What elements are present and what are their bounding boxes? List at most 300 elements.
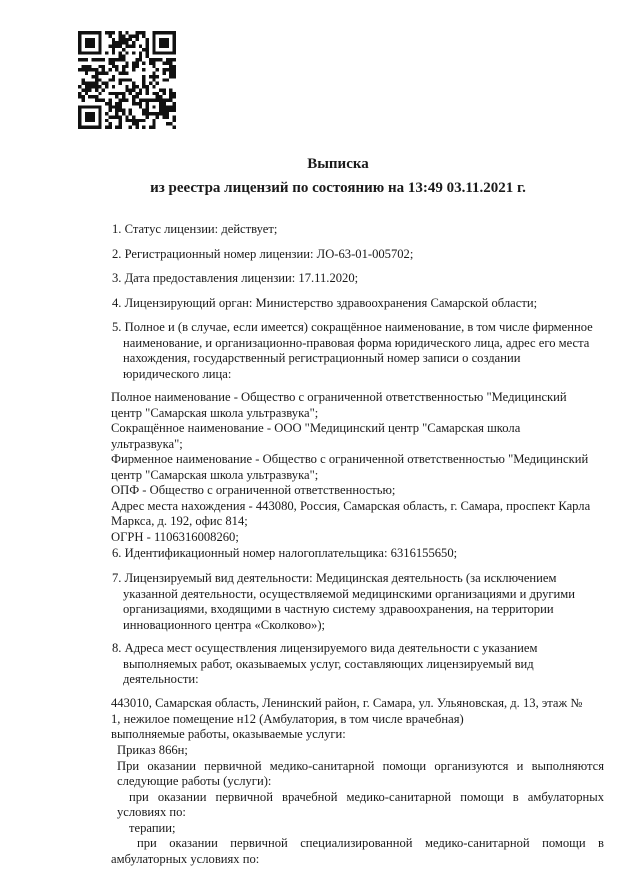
qr-module xyxy=(122,92,125,95)
qr-module xyxy=(98,65,101,68)
qr-module xyxy=(105,72,108,75)
qr-module xyxy=(108,122,111,125)
address-line: 1, нежилое помещение н12 (Амбулатория, в том числе врачебная) xyxy=(111,711,464,726)
qr-module xyxy=(142,109,145,112)
qr-module xyxy=(105,119,108,122)
qr-module xyxy=(135,119,138,122)
qr-module xyxy=(159,95,162,98)
qr-module xyxy=(98,105,101,108)
qr-module xyxy=(146,105,149,108)
qr-module xyxy=(119,92,122,95)
qr-module xyxy=(78,58,81,61)
qr-module xyxy=(85,45,88,48)
qr-module xyxy=(122,34,125,37)
qr-module xyxy=(166,31,169,34)
qr-module xyxy=(119,105,122,108)
qr-module xyxy=(88,65,91,68)
qr-module xyxy=(88,126,91,129)
qr-module xyxy=(92,95,95,98)
qr-module xyxy=(112,75,115,78)
qr-module xyxy=(92,85,95,88)
text-line: 7. Лицензируемый вид деятельности: Медицинская деятельность (за исключением xyxy=(112,571,557,585)
qr-module xyxy=(102,88,105,91)
qr-module xyxy=(108,109,111,112)
address-line: Маркса, д. 192, офис 814; xyxy=(111,514,248,528)
qr-module xyxy=(149,61,152,64)
qr-module xyxy=(162,51,165,54)
qr-module xyxy=(112,61,115,64)
qr-module xyxy=(156,68,159,71)
qr-module xyxy=(78,112,81,115)
qr-module xyxy=(95,85,98,88)
phc-text: При оказании первичной медико-санитарной помощи организуются и выполняются xyxy=(117,758,604,773)
qr-module xyxy=(132,82,135,85)
qr-module xyxy=(156,115,159,118)
qr-module xyxy=(119,58,122,61)
qr-module xyxy=(146,109,149,112)
qr-module xyxy=(169,75,172,78)
qr-module xyxy=(156,99,159,102)
qr-module xyxy=(108,34,111,37)
qr-module xyxy=(142,78,145,81)
qr-module xyxy=(102,99,105,102)
qr-module xyxy=(173,58,176,61)
qr-module xyxy=(115,109,118,112)
qr-module xyxy=(119,45,122,48)
qr-module xyxy=(119,55,122,58)
qr-module xyxy=(119,99,122,102)
text-line: юридического лица: xyxy=(123,366,232,381)
qr-module xyxy=(159,45,162,48)
qr-module xyxy=(92,112,95,115)
item-inn: 6. Идентификационный номер налогоплательщика: 6316155650; xyxy=(112,546,458,560)
text-line: выполняемых работ, оказываемых услуг, составляющих лицензируемый вид xyxy=(123,656,534,671)
qr-module xyxy=(139,45,142,48)
qr-module xyxy=(112,58,115,61)
qr-module xyxy=(169,105,172,108)
qr-module xyxy=(108,58,111,61)
qr-module xyxy=(85,115,88,118)
qr-module xyxy=(152,99,155,102)
qr-module xyxy=(85,85,88,88)
qr-module xyxy=(81,88,84,91)
qr-module xyxy=(122,58,125,61)
text-line: указанной деятельности, осуществляемой медицинскими организациями и другими xyxy=(123,586,575,601)
qr-module xyxy=(173,65,176,68)
qr-module xyxy=(135,122,138,125)
qr-module xyxy=(173,38,176,41)
qr-module xyxy=(149,112,152,115)
qr-module xyxy=(169,61,172,64)
qr-module xyxy=(92,115,95,118)
qr-module xyxy=(98,34,101,37)
qr-module xyxy=(156,51,159,54)
qr-module xyxy=(85,82,88,85)
qr-module xyxy=(166,68,169,71)
qr-module xyxy=(95,78,98,81)
qr-module xyxy=(92,82,95,85)
qr-module xyxy=(105,31,108,34)
qr-module xyxy=(88,85,91,88)
brand-name-line: Фирменное наименование - Общество с ограниченной ответственностью "Медицинский xyxy=(111,452,589,466)
qr-module xyxy=(135,65,138,68)
qr-module xyxy=(85,51,88,54)
qr-module xyxy=(78,95,81,98)
qr-module xyxy=(132,61,135,64)
qr-module xyxy=(132,122,135,125)
qr-module xyxy=(88,38,91,41)
qr-module xyxy=(162,45,165,48)
qr-module xyxy=(108,31,111,34)
qr-module xyxy=(122,68,125,71)
qr-module xyxy=(159,102,162,105)
qr-module xyxy=(139,55,142,58)
qr-module xyxy=(125,65,128,68)
qr-module xyxy=(98,78,101,81)
qr-module xyxy=(95,88,98,91)
qr-module xyxy=(98,92,101,95)
qr-module xyxy=(166,115,169,118)
qr-module xyxy=(112,85,115,88)
qr-module xyxy=(95,72,98,75)
qr-module xyxy=(78,41,81,44)
qr-module xyxy=(132,45,135,48)
qr-module xyxy=(115,45,118,48)
qr-module xyxy=(102,72,105,75)
qr-module xyxy=(162,72,165,75)
qr-module xyxy=(162,38,165,41)
qr-module xyxy=(105,126,108,129)
qr-module xyxy=(169,51,172,54)
qr-module xyxy=(119,51,122,54)
qr-module xyxy=(142,75,145,78)
qr-module xyxy=(98,51,101,54)
qr-module xyxy=(146,115,149,118)
qr-module xyxy=(146,99,149,102)
qr-module xyxy=(122,72,125,75)
qr-module xyxy=(132,95,135,98)
qr-module xyxy=(152,78,155,81)
qr-module xyxy=(159,51,162,54)
qr-module xyxy=(139,58,142,61)
qr-module xyxy=(81,58,84,61)
qr-module xyxy=(119,126,122,129)
qr-module xyxy=(159,31,162,34)
qr-module xyxy=(135,126,138,129)
qr-module xyxy=(135,31,138,34)
item-license-status: 1. Статус лицензии: действует; xyxy=(112,222,278,236)
qr-module xyxy=(132,119,135,122)
qr-module xyxy=(129,112,132,115)
qr-module xyxy=(132,102,135,105)
qr-module xyxy=(162,68,165,71)
qr-module xyxy=(139,51,142,54)
qr-module xyxy=(98,122,101,125)
qr-module xyxy=(98,126,101,129)
qr-module xyxy=(115,65,118,68)
qr-module xyxy=(122,38,125,41)
qr-module xyxy=(162,88,165,91)
qr-module xyxy=(112,65,115,68)
qr-module xyxy=(85,105,88,108)
qr-module xyxy=(125,51,128,54)
qr-module xyxy=(78,92,81,95)
qr-module xyxy=(149,99,152,102)
qr-module xyxy=(78,34,81,37)
qr-module xyxy=(85,68,88,71)
qr-module xyxy=(108,102,111,105)
qr-module xyxy=(102,65,105,68)
qr-module xyxy=(122,112,125,115)
text-line: наименование, и организационно-правовая форма юридического лица, адрес его места xyxy=(123,335,590,350)
qr-module xyxy=(173,102,176,105)
short-name-line: Сокращённое наименование - ООО "Медицинский центр "Самарская школа xyxy=(111,421,521,435)
qr-module xyxy=(88,105,91,108)
qr-module xyxy=(78,105,81,108)
qr-module xyxy=(135,61,138,64)
qr-module xyxy=(115,68,118,71)
qr-module xyxy=(146,45,149,48)
qr-module xyxy=(112,31,115,34)
qr-module xyxy=(85,58,88,61)
qr-module xyxy=(149,82,152,85)
qr-module xyxy=(122,55,125,58)
qr-module xyxy=(88,68,91,71)
qr-module xyxy=(95,126,98,129)
qr-module xyxy=(78,109,81,112)
qr-module xyxy=(88,88,91,91)
qr-module xyxy=(173,109,176,112)
qr-module xyxy=(81,68,84,71)
qr-module xyxy=(95,99,98,102)
short-name-line: ультразвука"; xyxy=(111,436,183,451)
qr-module xyxy=(173,72,176,75)
qr-module xyxy=(98,109,101,112)
qr-module xyxy=(152,75,155,78)
qr-module xyxy=(115,58,118,61)
qr-module xyxy=(122,48,125,51)
qr-module xyxy=(135,85,138,88)
qr-module xyxy=(156,82,159,85)
text-line: 8. Адреса мест осуществления лицензируемого вида деятельности с указанием xyxy=(112,641,538,655)
qr-module xyxy=(142,82,145,85)
qr-module xyxy=(146,102,149,105)
text-line: деятельности: xyxy=(123,672,199,686)
qr-module xyxy=(166,61,169,64)
qr-module xyxy=(146,112,149,115)
qr-module xyxy=(132,99,135,102)
qr-module xyxy=(115,92,118,95)
qr-module xyxy=(162,78,165,81)
qr-module xyxy=(95,105,98,108)
qr-module xyxy=(139,102,142,105)
qr-module xyxy=(152,45,155,48)
qr-module xyxy=(152,65,155,68)
qr-module xyxy=(129,78,132,81)
qr-module xyxy=(139,105,142,108)
qr-module xyxy=(152,34,155,37)
qr-module xyxy=(156,112,159,115)
item-activity-type xyxy=(112,571,612,633)
qr-module xyxy=(105,82,108,85)
qr-module xyxy=(135,92,138,95)
qr-module xyxy=(146,88,149,91)
qr-module xyxy=(98,31,101,34)
qr-module xyxy=(173,92,176,95)
qr-module xyxy=(119,34,122,37)
qr-module xyxy=(152,126,155,129)
qr-module xyxy=(162,99,165,102)
qr-module xyxy=(98,41,101,44)
qr-module xyxy=(78,126,81,129)
qr-module xyxy=(169,88,172,91)
legal-form-line: ОПФ - Общество с ограниченной ответственностью; xyxy=(111,483,396,497)
qr-module xyxy=(173,31,176,34)
qr-module xyxy=(159,38,162,41)
qr-module xyxy=(169,68,172,71)
qr-module xyxy=(119,122,122,125)
qr-module xyxy=(173,126,176,129)
qr-module xyxy=(152,105,155,108)
qr-module xyxy=(149,75,152,78)
organization-details xyxy=(111,390,611,545)
qr-module xyxy=(139,99,142,102)
text-line: 5. Полное и (в случае, если имеется) сокращённое наименование, в том числе фирменное xyxy=(112,320,593,334)
full-name-line: центр "Самарская школа ультразвука"; xyxy=(111,405,319,420)
qr-module xyxy=(115,112,118,115)
address-line: 443010, Самарская область, Ленинский район, г. Самара, ул. Ульяновская, д. 13, этаж № xyxy=(111,696,583,710)
qr-module xyxy=(142,31,145,34)
specialized-care: при оказании первичной специализированной медико-санитарной помощи в xyxy=(137,836,604,850)
qr-module xyxy=(169,95,172,98)
qr-module xyxy=(173,115,176,118)
qr-module xyxy=(139,88,142,91)
qr-module xyxy=(129,126,132,129)
qr-module xyxy=(81,95,84,98)
phc-text: следующие работы (услуги): xyxy=(117,774,272,788)
qr-module xyxy=(119,41,122,44)
qr-module xyxy=(169,58,172,61)
item-activity-addresses xyxy=(112,641,612,688)
qr-module xyxy=(92,58,95,61)
qr-module xyxy=(152,48,155,51)
qr-module xyxy=(146,51,149,54)
qr-module xyxy=(152,119,155,122)
qr-module xyxy=(98,85,101,88)
qr-module xyxy=(166,78,169,81)
qr-module xyxy=(108,115,111,118)
qr-module xyxy=(85,126,88,129)
qr-module xyxy=(119,72,122,75)
qr-module xyxy=(152,122,155,125)
qr-module xyxy=(85,88,88,91)
brand-name-line: центр "Самарская школа ультразвука"; xyxy=(111,467,319,482)
qr-module xyxy=(98,48,101,51)
qr-module xyxy=(152,41,155,44)
specialized-care: амбулаторных условиях по: xyxy=(111,851,260,866)
qr-module xyxy=(146,38,149,41)
qr-module xyxy=(81,105,84,108)
qr-module xyxy=(173,51,176,54)
qr-module xyxy=(142,126,145,129)
qr-module xyxy=(92,68,95,71)
qr-module xyxy=(142,48,145,51)
qr-module xyxy=(142,61,145,64)
order-reference: Приказ 866н; xyxy=(117,743,188,757)
qr-module xyxy=(88,112,91,115)
qr-module xyxy=(173,75,176,78)
qr-module xyxy=(166,109,169,112)
qr-module xyxy=(125,78,128,81)
qr-module xyxy=(162,61,165,64)
qr-module xyxy=(95,58,98,61)
qr-module xyxy=(88,45,91,48)
qr-module xyxy=(108,99,111,102)
qr-module xyxy=(156,31,159,34)
item-license-date: 3. Дата предоставления лицензии: 17.11.2020; xyxy=(112,271,359,285)
qr-module xyxy=(122,95,125,98)
qr-code xyxy=(78,31,176,129)
qr-module xyxy=(112,105,115,108)
qr-module xyxy=(81,82,84,85)
qr-module xyxy=(98,112,101,115)
primary-doctor-care: условиях по: xyxy=(117,805,186,819)
qr-module xyxy=(166,41,169,44)
qr-module xyxy=(132,68,135,71)
qr-module xyxy=(135,102,138,105)
qr-module xyxy=(162,115,165,118)
qr-module xyxy=(88,115,91,118)
qr-module xyxy=(162,105,165,108)
qr-module xyxy=(112,45,115,48)
qr-module xyxy=(129,38,132,41)
qr-module xyxy=(85,65,88,68)
qr-module xyxy=(95,68,98,71)
qr-module xyxy=(166,122,169,125)
qr-module xyxy=(132,88,135,91)
qr-module xyxy=(169,31,172,34)
qr-module xyxy=(166,51,169,54)
qr-module xyxy=(146,55,149,58)
qr-module xyxy=(119,119,122,122)
qr-module xyxy=(108,126,111,129)
qr-module xyxy=(173,68,176,71)
qr-module xyxy=(135,58,138,61)
qr-module xyxy=(152,92,155,95)
qr-module xyxy=(115,41,118,44)
qr-module xyxy=(169,65,172,68)
qr-module xyxy=(98,72,101,75)
services-list xyxy=(111,743,604,867)
qr-module xyxy=(88,95,91,98)
ogrn-line: ОГРН - 1106316008260; xyxy=(111,529,239,544)
qr-module xyxy=(85,119,88,122)
qr-module xyxy=(152,85,155,88)
qr-module xyxy=(142,85,145,88)
qr-module xyxy=(135,38,138,41)
qr-module xyxy=(159,109,162,112)
document-subtitle: из реестра лицензий по состоянию на 13:49 03.11.2021 г. xyxy=(150,180,526,196)
qr-module xyxy=(169,92,172,95)
qr-module xyxy=(92,126,95,129)
qr-module xyxy=(85,41,88,44)
qr-module xyxy=(132,85,135,88)
qr-module xyxy=(129,119,132,122)
qr-module xyxy=(78,115,81,118)
qr-module xyxy=(156,58,159,61)
qr-module xyxy=(152,61,155,64)
text-line: организациями, входящими в частную систему здравоохранения, на территории xyxy=(123,602,554,616)
